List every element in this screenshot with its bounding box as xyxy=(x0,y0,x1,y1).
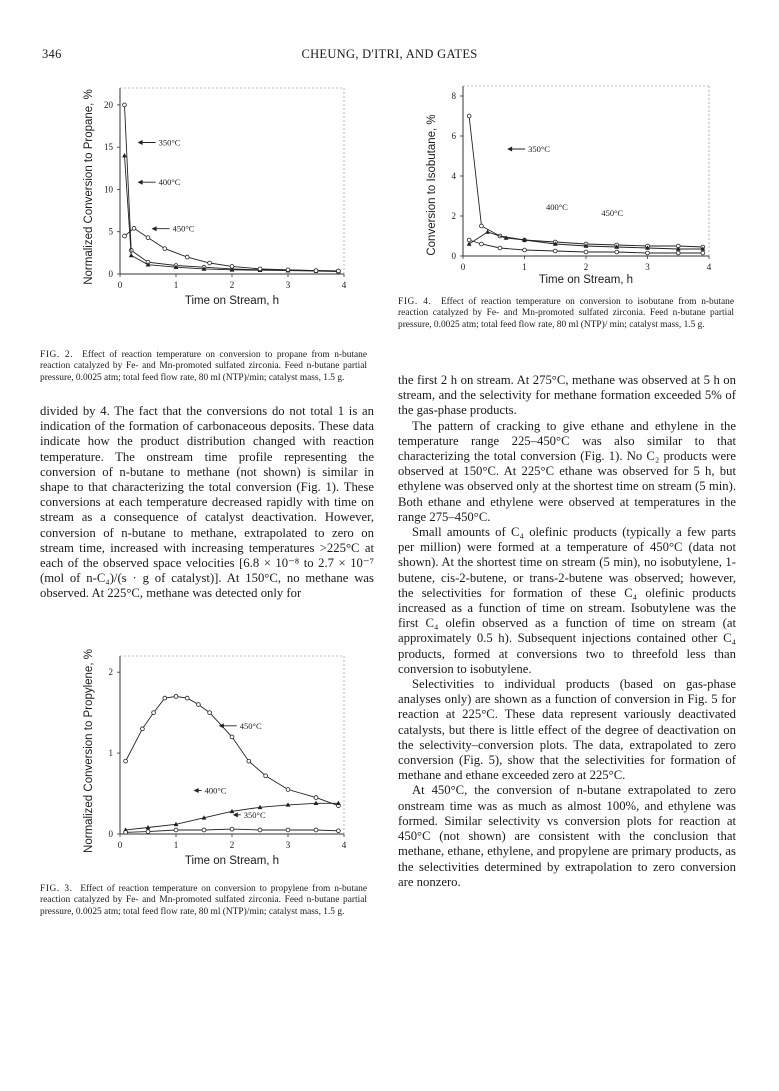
data-point xyxy=(646,251,650,255)
figure-2-caption-text: Effect of reaction temperature on conversion to propane from n-butane reaction catalyzed by Fe- and Mn-promoted sulfated zirconia. Feed n-butane partial pressure, 0.0025 atm; total feed flow rate, 80 ml (NTP)/min; catalyst mass, 1.5 g. xyxy=(40,350,367,383)
data-point xyxy=(314,796,318,800)
y-axis-label: Normalized Conversion to Propane, % xyxy=(83,89,95,285)
data-point xyxy=(202,828,206,832)
data-point xyxy=(141,727,145,731)
data-point xyxy=(132,226,136,230)
series-line-400c xyxy=(126,803,339,830)
data-point xyxy=(123,103,127,107)
arrow-head-icon xyxy=(219,723,224,728)
figure-3-caption-text: Effect of reaction temperature on conversion to propylene from n-butane reaction catalyzed by Fe- and Mn-promoted sulfated zirconia. Feed n-butane partial pressure, 0.0025 atm; total feed flow rate, 80 ml (NTP)/min; catalyst mass, 1.5 g. xyxy=(40,884,367,917)
data-point xyxy=(146,236,150,240)
x-tick-label: 4 xyxy=(341,840,347,850)
data-point xyxy=(146,830,150,834)
data-point xyxy=(264,774,268,778)
x-tick-label: 2 xyxy=(229,840,235,850)
y-tick-label: 2 xyxy=(108,667,113,678)
data-point xyxy=(480,242,484,246)
x-tick-label: 1 xyxy=(522,262,527,272)
figure-2-caption-label: FIG. 2. xyxy=(40,350,74,360)
running-head: CHEUNG, D'ITRI, AND GATES xyxy=(301,47,478,61)
x-tick-label: 0 xyxy=(117,280,123,290)
arrow-head-icon xyxy=(152,226,157,231)
x-tick-label: 1 xyxy=(173,840,179,850)
figure-4-chart xyxy=(423,80,723,290)
data-point xyxy=(185,255,189,259)
x-axis-label: Time on Stream, h xyxy=(538,274,634,286)
x-axis-label: Time on Stream, h xyxy=(184,855,280,867)
series-label-450c: 450°C xyxy=(239,720,262,731)
y-tick-label: 1 xyxy=(108,748,113,759)
figure-4-caption-label: FIG. 4. xyxy=(398,297,432,307)
data-point xyxy=(129,253,134,257)
data-point xyxy=(701,251,705,255)
series-label-400c: 400°C xyxy=(204,785,227,796)
x-tick-label: 3 xyxy=(285,840,291,850)
figure-2-chart xyxy=(80,80,360,320)
data-point xyxy=(337,829,341,833)
data-point xyxy=(174,695,178,699)
data-point xyxy=(122,153,127,157)
data-point xyxy=(123,234,127,238)
data-point xyxy=(286,828,290,832)
y-axis-label: Normalized Conversion to Propylene, % xyxy=(83,649,95,853)
y-axis-label: Conversion to Isobutane, % xyxy=(426,114,438,256)
series-label-450c: 450°C xyxy=(172,223,195,234)
y-tick-label: 6 xyxy=(451,131,456,141)
series-line-350c xyxy=(125,105,339,271)
data-point xyxy=(286,788,290,792)
paragraph: divided by 4. The fact that the conversions do not total 1 is an indication of the formation of carbonaceous deposits. These data indicate how the product distribution changed with reaction temperature. The onstream time profile representing the conversion of n-butane to methane (not shown) is similar in shape to that characterizing the total conversion (Fig. 1). These conversions at each temperature decreased rapidly with time on stream as a consequence of catalyst deactivation. However, conversion of n-butane to methane, extrapolated to zero on stream time, increased with increasing temperatures >225°C at each of the observed space velocities [6.8 × 10⁻⁸ to 2.7 × 10⁻⁷ (mol of n-C₄)/(s · g of catalyst)]. At 150°C, no methane was observed. At 225°C, methane was detected only for xyxy=(40,404,374,601)
data-point xyxy=(230,264,234,268)
data-point xyxy=(480,224,484,228)
series-label-350c: 350°C xyxy=(528,144,550,154)
data-point xyxy=(185,696,189,700)
page-number: 346 xyxy=(42,47,62,61)
data-point xyxy=(553,249,557,253)
x-tick-label: 2 xyxy=(583,262,589,272)
data-point xyxy=(314,828,318,832)
paragraph: the first 2 h on stream. At 275°C, methane was observed at 5 h on stream, and the selectivity for methane formation exceeded 5% of the gas-phase products. xyxy=(398,373,736,418)
data-point xyxy=(467,114,471,118)
y-tick-label: 0 xyxy=(108,269,113,279)
data-point xyxy=(163,696,167,700)
data-point xyxy=(584,250,588,254)
y-tick-label: 0 xyxy=(451,251,456,261)
x-tick-label: 4 xyxy=(341,280,347,290)
data-point xyxy=(615,250,619,254)
y-tick-label: 15 xyxy=(104,142,113,153)
figure-4-caption xyxy=(398,297,734,331)
series-label-400c: 400°C xyxy=(546,202,568,212)
paragraph: Selectivities to individual products (based on gas-phase analyses only) are shown as a function of conversion in Fig. 5 for reaction at 225°C. These data represent variously deactivated catalysts, but there is little effect of the degree of deactivation on the selectivity–conversion plots. The data, extrapolated to zero conversion (Fig. 5), show that the selectivities for formation of methane and ethane exceeded zero at 225°C. xyxy=(398,677,736,783)
data-point xyxy=(197,703,201,707)
x-tick-label: 0 xyxy=(117,840,123,850)
x-tick-label: 3 xyxy=(645,262,650,272)
data-point xyxy=(247,759,251,763)
data-point xyxy=(124,830,128,834)
figure-3-caption xyxy=(40,884,367,918)
arrow-head-icon xyxy=(138,140,143,145)
data-point xyxy=(286,268,290,272)
figure-3-chart xyxy=(80,648,360,874)
data-point xyxy=(258,267,262,271)
data-point xyxy=(208,261,212,265)
arrow-head-icon xyxy=(194,788,199,793)
data-point xyxy=(523,248,527,252)
y-tick-label: 2 xyxy=(451,211,456,221)
data-point xyxy=(314,269,318,273)
x-tick-label: 2 xyxy=(229,280,235,290)
series-line-350c xyxy=(469,116,703,247)
figure-3-caption-label: FIG. 3. xyxy=(40,884,73,894)
paragraph: The pattern of cracking to give ethane and ethylene in the temperature range 225–450°C was also similar to that characterizing the total conversion (Fig. 1). No C₂ products were observed at 150°C. At 225°C ethane was observed for 5 h, but ethylene was observed only at the shortest time on stream (5 min). Both ethane and ethylene were observed at temperatures in the range 275–450°C. xyxy=(398,418,736,524)
series-line-400c xyxy=(125,156,339,272)
y-tick-label: 8 xyxy=(451,91,456,101)
y-tick-label: 5 xyxy=(108,226,113,237)
data-point xyxy=(230,827,234,831)
data-point xyxy=(124,759,128,763)
series-label-350c: 350°C xyxy=(243,809,266,820)
series-label-400c: 400°C xyxy=(158,177,181,188)
data-point xyxy=(258,828,262,832)
x-axis-label: Time on Stream, h xyxy=(184,295,280,307)
x-tick-label: 3 xyxy=(285,280,291,290)
series-label-350c: 350°C xyxy=(158,137,181,148)
data-point xyxy=(152,711,156,715)
arrow-head-icon xyxy=(138,180,143,185)
figure-4-caption-text: Effect of reaction temperature on conversion to isobutane from n-butane reaction catalyzed by Fe- and Mn-promoted sulfated zirconia. Feed n-butane partial pressure, 0.0025 atm; total feed flow rate, 80 ml (NTP)/ min; catalyst mass, 1.5 g. xyxy=(398,297,734,330)
y-tick-label: 20 xyxy=(104,99,113,110)
x-tick-label: 4 xyxy=(706,262,712,272)
data-point xyxy=(676,251,680,255)
figure-2-caption xyxy=(40,350,367,384)
arrow-head-icon xyxy=(507,147,512,152)
x-tick-label: 1 xyxy=(173,280,179,290)
paragraph: Small amounts of C₄ olefinic products (typically a few parts per million) were formed at a temperature of 450°C (data not shown). At the shortest time on stream (5 min), no isobutylene, 1-butene, cis-2-butene, or trans-2-butene was observed; however, the selectivities for formation of these C₄ olefinic products increased as a function of time on stream. Isobutylene was the first C₄ olefin observed as a function of time on stream (at approximately 0.5 h). Subsequent injections contained other C₄ products, formed at conversions two to threefold less than conversion to isobutylene. xyxy=(398,525,736,676)
left-text-column xyxy=(40,404,374,602)
series-line-450c xyxy=(126,697,339,806)
data-point xyxy=(337,269,341,273)
data-point xyxy=(498,246,502,250)
right-text-column xyxy=(398,373,736,890)
data-point xyxy=(174,828,178,832)
series-label-450c: 450°C xyxy=(601,208,624,218)
data-point xyxy=(467,238,471,242)
y-tick-label: 4 xyxy=(451,171,456,181)
y-tick-label: 0 xyxy=(108,829,113,839)
y-tick-label: 10 xyxy=(104,184,113,195)
x-tick-label: 0 xyxy=(460,262,466,272)
paragraph: At 450°C, the conversion of n-butane extrapolated to zero onstream time was as much as almost 100%, and ethylene was formed. Similar selectivity vs conversion plots for reaction at 450°C (not shown) are consistent with the conclusion that methane, ethane, ethylene, and propylene are primary products, as the selectivities determined by extrapolation to zero conversion are nonzero. xyxy=(398,783,736,889)
data-point xyxy=(163,247,167,251)
data-point xyxy=(208,711,212,715)
data-point xyxy=(230,735,234,739)
